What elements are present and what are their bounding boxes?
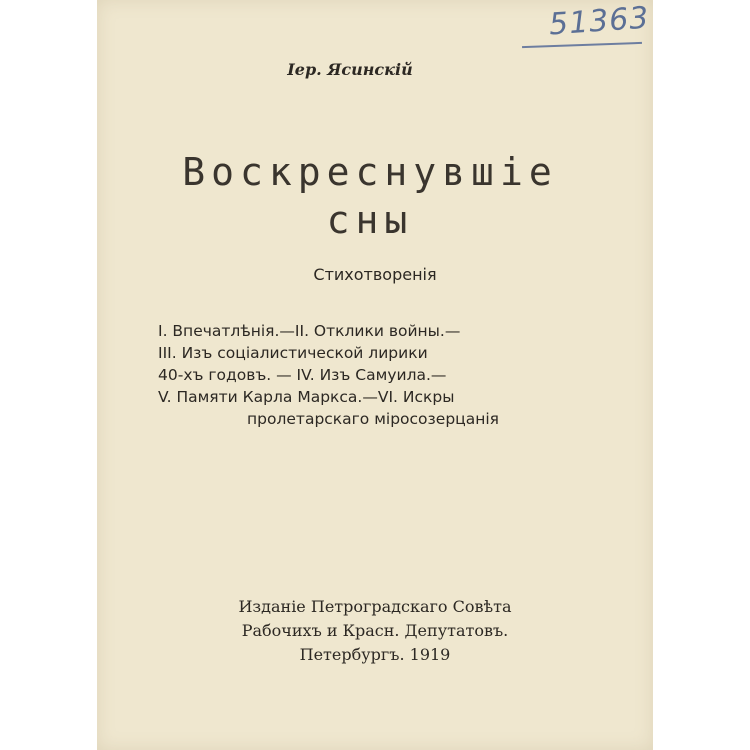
contents-list bbox=[158, 320, 588, 430]
imprint-line: Петербургъ. 1919 bbox=[299, 645, 451, 664]
author-name: Іер. Ясинскій bbox=[287, 60, 413, 79]
inventory-underline bbox=[522, 42, 642, 48]
contents-line: пролетарскаго міросозерцанія bbox=[247, 410, 499, 428]
publisher-imprint bbox=[150, 595, 600, 667]
imprint-line: Изданіе Петроградскаго Совѣта bbox=[238, 597, 512, 616]
contents-line: 40-хъ годовъ. — IV. Изъ Самуила.— bbox=[158, 366, 447, 384]
contents-line: I. Впечатлѣнія.—II. Отклики войны.— bbox=[158, 322, 461, 340]
book-title-line-1: Воскреснувшіе bbox=[182, 150, 558, 194]
book-subtitle: Стихотворенія bbox=[313, 265, 437, 284]
handwritten-inventory-number: 51363 bbox=[547, 0, 651, 43]
imprint-line: Рабочихъ и Красн. Депутатовъ. bbox=[241, 621, 509, 640]
contents-line: III. Изъ соціалистической лирики bbox=[158, 344, 428, 362]
contents-line: V. Памяти Карла Маркса.—VI. Искры bbox=[158, 388, 455, 406]
book-title-line-2: сны bbox=[326, 198, 414, 242]
